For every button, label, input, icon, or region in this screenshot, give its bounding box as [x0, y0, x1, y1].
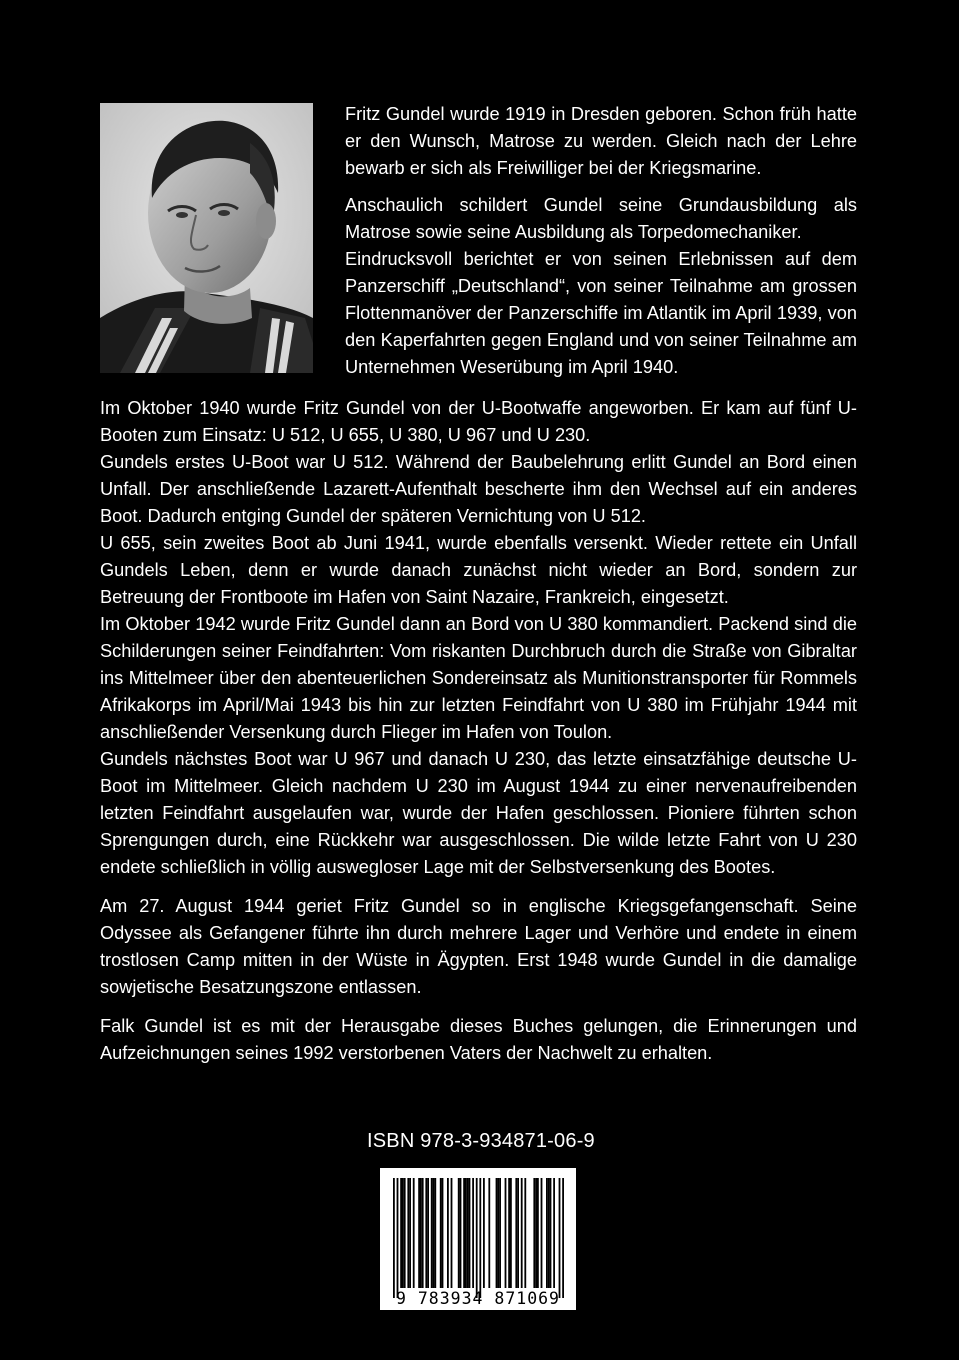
- body-paragraph-3: U 655, sein zweites Boot ab Juni 1941, wurde ebenfalls versenkt. Wieder rettete ein Unfall Gundels Leben, denn er wurde danach zunächst nicht wieder an Bord, sondern zur Betreuung der Frontboote im Hafen von Saint Nazaire, Frankreich, eingesetzt.: [100, 533, 857, 607]
- barcode-bar: [447, 1178, 449, 1288]
- barcode-bar: [407, 1178, 409, 1288]
- barcode-bar: [521, 1178, 523, 1288]
- barcode-bar: [451, 1178, 453, 1288]
- body-text: [100, 395, 857, 1067]
- barcode-bar: [418, 1178, 420, 1288]
- body-paragraph-2: Gundels erstes U-Boot war U 512. Während der Baubelehrung erlitt Gundel an Bord einen Unfall. Der anschließende Lazarett-Aufenthalt bescherte ihm den Wechsel auf ein anderes Boot. Dadurch entging Gundel der späteren Vernichtung von U 512.: [100, 452, 857, 526]
- barcode-bar: [533, 1178, 535, 1288]
- intro-text: [345, 101, 857, 391]
- barcode-bar: [496, 1178, 498, 1288]
- barcode-bar: [497, 1178, 499, 1288]
- barcode-bar: [413, 1178, 415, 1288]
- barcode-bar: [440, 1178, 442, 1288]
- barcode-bar: [397, 1178, 399, 1298]
- barcode-bar: [546, 1178, 548, 1288]
- barcode-bar: [476, 1178, 478, 1298]
- barcode-bar: [548, 1178, 550, 1288]
- barcode-bar: [510, 1178, 512, 1288]
- barcode-bar: [483, 1178, 485, 1288]
- intro-paragraph-1: Fritz Gundel wurde 1919 in Dresden geboren. Schon früh hatte er den Wunsch, Matrose zu werden. Gleich nach der Lehre bewarb er sich als Freiwilliger bei der Kriegsmarine.: [345, 104, 857, 178]
- barcode-bar: [472, 1178, 474, 1288]
- barcode-bar: [465, 1178, 467, 1288]
- barcode-bar: [469, 1178, 471, 1288]
- body-paragraph-1: Im Oktober 1940 wurde Fritz Gundel von der U-Bootwaffe angeworben. Er kam auf fünf U-Booten zum Einsatz: U 512, U 655, U 380, U 967 und U 230.: [100, 398, 857, 445]
- barcode-bar: [505, 1178, 507, 1288]
- barcode-bar: [400, 1178, 402, 1288]
- body-paragraph-5: Gundels nächstes Boot war U 967 und danach U 230, das letzte einsatzfähige deutsche U-Boot im Mittelmeer. Gleich nachdem U 230 im August 1944 zu einer nervenaufreibenden letzten Feindfahrt ausgelaufen war, wurde der Hafen geschlossen. Pioniere führten schon Sprengungen durch, eine Rückkehr war ausgeschlossen. Die wilde letzte Fahrt von U 230 endete schließlich in völlig auswegloser Lage mit der Selbstversenkung des Bootes.: [100, 749, 857, 877]
- barcode-bar: [467, 1178, 469, 1288]
- body-paragraph-7: Falk Gundel ist es mit der Herausgabe dieses Buches gelungen, die Erinnerungen und Aufzeichnungen seines 1992 verstorbenen Vaters der Nachwelt zu erhalten.: [100, 1016, 857, 1063]
- barcode-bar: [402, 1178, 404, 1288]
- barcode-bar: [515, 1178, 517, 1288]
- barcode-bar: [537, 1178, 539, 1288]
- barcode-bar: [559, 1178, 561, 1298]
- portrait-image: [100, 103, 313, 373]
- barcode-bar: [409, 1178, 411, 1288]
- barcode-bar: [433, 1178, 435, 1288]
- barcode-bar: [404, 1178, 406, 1288]
- isbn-label: ISBN 978-3-934871-06-9: [367, 1130, 595, 1152]
- barcode-bar: [431, 1178, 433, 1288]
- intro-paragraph-2: Anschaulich schildert Gundel seine Grundausbildung als Matrose sowie seine Ausbildung als Torpedomechaniker.: [345, 195, 857, 242]
- barcode-bar: [499, 1178, 501, 1288]
- barcode-bar: [393, 1178, 395, 1298]
- barcode-bar: [553, 1178, 555, 1288]
- barcode-bar: [460, 1178, 462, 1288]
- barcode-bar: [458, 1178, 460, 1288]
- barcode-bar: [427, 1178, 429, 1288]
- barcode-bar: [508, 1178, 510, 1288]
- body-paragraph-6: Am 27. August 1944 geriet Fritz Gundel so in englische Kriegsgefangenschaft. Seine Odyssee als Gefangener führte ihn durch mehrere Lager und Verhöre und endete in einem trostlosen Camp mitten in der Wüste in Ägypten. Erst 1948 wurde Gundel in die damalige sowjetische Besatzungszone entlassen.: [100, 896, 857, 997]
- barcode-bar: [562, 1178, 564, 1298]
- barcode-bar: [463, 1178, 465, 1288]
- barcode-bar: [479, 1178, 481, 1298]
- body-paragraph-4: Im Oktober 1942 wurde Fritz Gundel dann an Bord von U 380 kommandiert. Packend sind die Schilderungen seiner Feindfahrten: Vom riskanten Durchbruch durch die Straße von Gibraltar ins Mittelmeer über den abenteuerlichen Sondereinsatz als Munitionstransporter für Rommels Afrikakorps im April/Mai 1943 bis hin zur letzten Feindfahrt von U 380 im Frühjahr 1944 mit anschließender Versenkung durch Flieger im Hafen von Toulon.: [100, 614, 857, 742]
- barcode-bar: [488, 1178, 490, 1288]
- barcode-bar: [422, 1178, 424, 1288]
- portrait-photo: [100, 103, 313, 373]
- barcode-bar: [535, 1178, 537, 1288]
- barcode-digits: 9 783934 871069: [395, 1289, 560, 1308]
- barcode-bar: [420, 1178, 422, 1288]
- barcode-bar: [541, 1178, 543, 1288]
- barcode: [380, 1168, 576, 1310]
- intro-paragraph-3: Eindrucksvoll berichtet er von seinen Erlebnissen auf dem Panzerschiff „Deutschland“, von seiner Teilnahme am grossen Flottenmanöver der Panzerschiffe im Atlantik im April 1939, von den Kaperfahrten gegen England und von seiner Teilnahme am Unternehmen Weserübung im April 1940.: [345, 249, 857, 377]
- barcode-bar: [434, 1178, 436, 1288]
- barcode-bar: [517, 1178, 519, 1288]
- barcode-bar: [425, 1178, 427, 1288]
- barcode-bar: [442, 1178, 444, 1288]
- barcode-bar: [550, 1178, 552, 1288]
- barcode-bar: [524, 1178, 526, 1288]
